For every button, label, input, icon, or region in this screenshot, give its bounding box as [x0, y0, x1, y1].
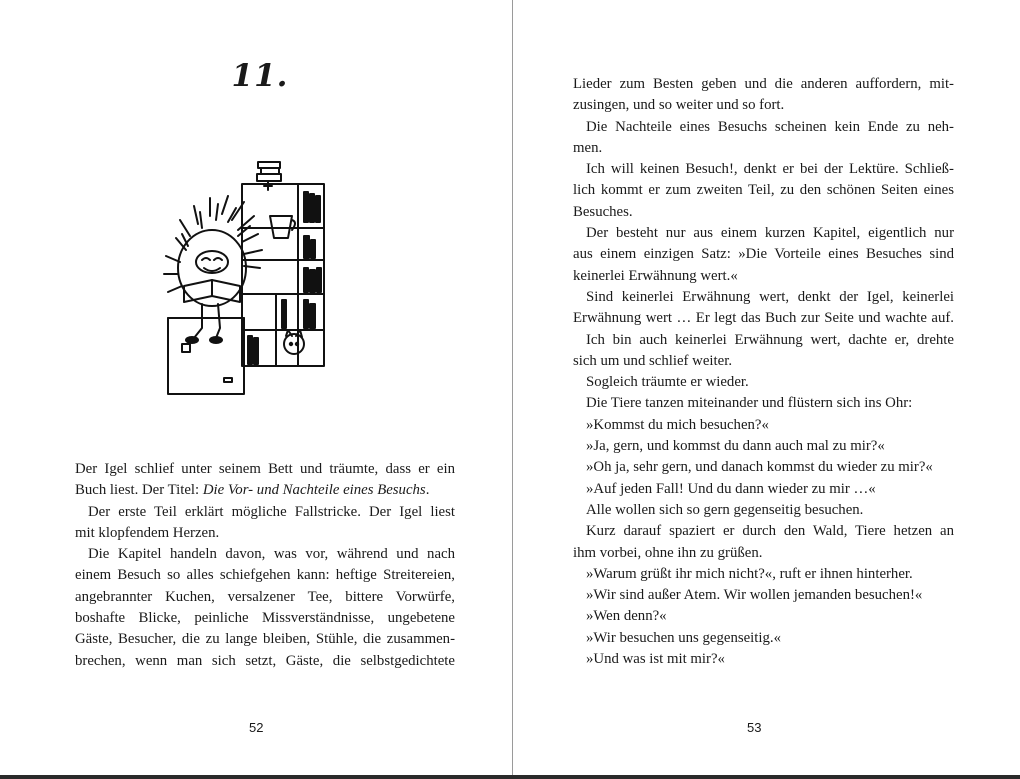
text-line-content: aus einem einzigen Satz: »Die Vorteile eines Besuches sind: [573, 246, 954, 263]
text-line-content: »Wir sind außer Atem. Wir wollen jemanden besuchen!«: [586, 587, 923, 604]
text-line-content: ihm vorbei, ohne ihn zu grüßen.: [573, 544, 763, 561]
text-line: [75, 480, 455, 501]
text-line-content: sich um und schlief weiter.: [573, 352, 733, 369]
text-line-content: Ich bin auch keinerlei Erwähnung wert, dachte er, drehte: [586, 331, 954, 348]
text-line-content: Der erste Teil erklärt mögliche Fallstricke. Der Igel liest: [88, 503, 455, 520]
text-line: [75, 459, 455, 480]
text-line-content: Ich will keinen Besuch!, denkt er bei der Lektüre. Schließ-: [586, 161, 954, 178]
text-line-content: keinerlei Erwähnung wert.«: [573, 267, 738, 284]
text-line: [573, 479, 954, 500]
text-line: [573, 372, 954, 393]
text-line-content: Sind keinerlei Erwähnung wert, denkt der Igel, keinerlei: [586, 288, 954, 305]
left-page-number: 52: [249, 720, 264, 735]
text-line-content: lich kommt er zum zweiten Teil, zu den schönen Seiten eines: [573, 182, 954, 199]
text-line-content: Die Nachteile eines Besuchs scheinen kein Ende zu neh-: [586, 118, 954, 135]
text-line: [573, 393, 954, 414]
chapter-number: 11.: [231, 58, 289, 94]
text-line: [573, 308, 954, 329]
text-line: [573, 330, 954, 351]
hedgehog-reading-on-bookshelf-icon: [158, 150, 338, 402]
text-line: [573, 244, 954, 265]
text-line: [75, 502, 455, 523]
text-line: [573, 180, 954, 201]
text-line-content: boshafte Blicke, peinliche Missverständnisse, ungebetene: [75, 610, 455, 627]
text-line: [573, 521, 954, 542]
text-line: [75, 544, 455, 565]
text-line: [573, 117, 954, 138]
text-line: [573, 287, 954, 308]
text-line-content: Besuches.: [573, 203, 633, 220]
bottom-border: [0, 775, 1020, 779]
text-line-content: Erwähnung wert … Er legt das Buch zur Seite und wachte auf.: [573, 310, 954, 327]
text-line-content: men.: [573, 139, 603, 156]
book-title: Die Vor- und Nachteile eines Besuchs: [202, 482, 426, 499]
text-line-content: Alle wollen sich so gern gegenseitig besuchen.: [586, 501, 864, 518]
text-line-content: »Auf jeden Fall! Und du dann wieder zu mir …«: [586, 480, 876, 497]
text-line: [75, 565, 455, 586]
text-line: [573, 564, 954, 585]
text-line-content: »Warum grüßt ihr mich nicht?«, ruft er ihnen hinterher.: [586, 565, 913, 582]
page-gutter: [512, 0, 513, 779]
right-page-text: [573, 74, 954, 670]
text-line: [573, 159, 954, 180]
text-line-content: zusingen, und so weiter und so fort.: [573, 97, 785, 114]
text-line-content: mit klopfendem Herzen.: [75, 524, 220, 541]
text-line-content: einem Besuch so alles schiefgehen kann: heftige Streitereien,: [75, 567, 455, 584]
text-line-content: Der Igel schlief unter seinem Bett und träumte, dass er ein: [75, 461, 455, 477]
text-line: [573, 436, 954, 457]
text-line: [573, 500, 954, 521]
text-line: [573, 95, 954, 116]
text-line-content: Die Tiere tanzen miteinander und flüstern sich ins Ohr:: [586, 395, 913, 412]
text-line-content: angebrannter Kuchen, versalzener Tee, bittere Vorwürfe,: [75, 588, 455, 605]
text-line: [573, 457, 954, 478]
text-line-content: »Wir besuchen uns gegenseitig.«: [586, 629, 782, 646]
text-line-content: brechen, wenn man sich setzt, Gäste, die selbstgedichtete: [75, 652, 455, 669]
right-page-number: 53: [747, 720, 762, 735]
text-line-content: Gäste, Besucher, die zu lange bleiben, Stühle, die zusammen-: [75, 631, 455, 648]
text-line-content: »Ja, gern, und kommst du dann auch mal zu mir?«: [586, 438, 885, 455]
left-page-text: [75, 459, 455, 672]
text-line: [75, 608, 455, 629]
text-line: [573, 202, 954, 223]
text-line: [75, 629, 455, 650]
text-line-tail: .: [425, 482, 430, 499]
text-line: [573, 223, 954, 244]
text-line-content: Lieder zum Besten geben und die anderen auffordern, mit-: [573, 76, 954, 92]
text-line: [573, 415, 954, 436]
text-line-content: »Wen denn?«: [586, 608, 667, 625]
text-line: [573, 138, 954, 159]
text-line-content: Buch liest. Der Titel:: [75, 482, 203, 499]
text-line-content: Die Kapitel handeln davon, was vor, während und nach: [88, 546, 455, 563]
text-line: [573, 543, 954, 564]
text-line-content: Sogleich träumte er wieder.: [586, 374, 749, 391]
text-line-content: Kurz darauf spaziert er durch den Wald, Tiere hetzen an: [586, 523, 954, 540]
text-line: [573, 74, 954, 95]
text-line: [75, 523, 455, 544]
text-line: [573, 585, 954, 606]
text-line: [573, 266, 954, 287]
text-line: [75, 651, 455, 672]
text-line: [75, 587, 455, 608]
text-line: [573, 351, 954, 372]
text-line: [573, 606, 954, 627]
text-line: [573, 649, 954, 670]
text-line: [573, 628, 954, 649]
text-line-content: »Kommst du mich besuchen?«: [586, 416, 769, 433]
text-line-content: Der besteht nur aus einem kurzen Kapitel, eigentlich nur: [586, 225, 954, 242]
text-line-content: »Oh ja, sehr gern, und danach kommst du wieder zu mir?«: [586, 459, 933, 476]
text-line-content: »Und was ist mit mir?«: [586, 651, 725, 668]
